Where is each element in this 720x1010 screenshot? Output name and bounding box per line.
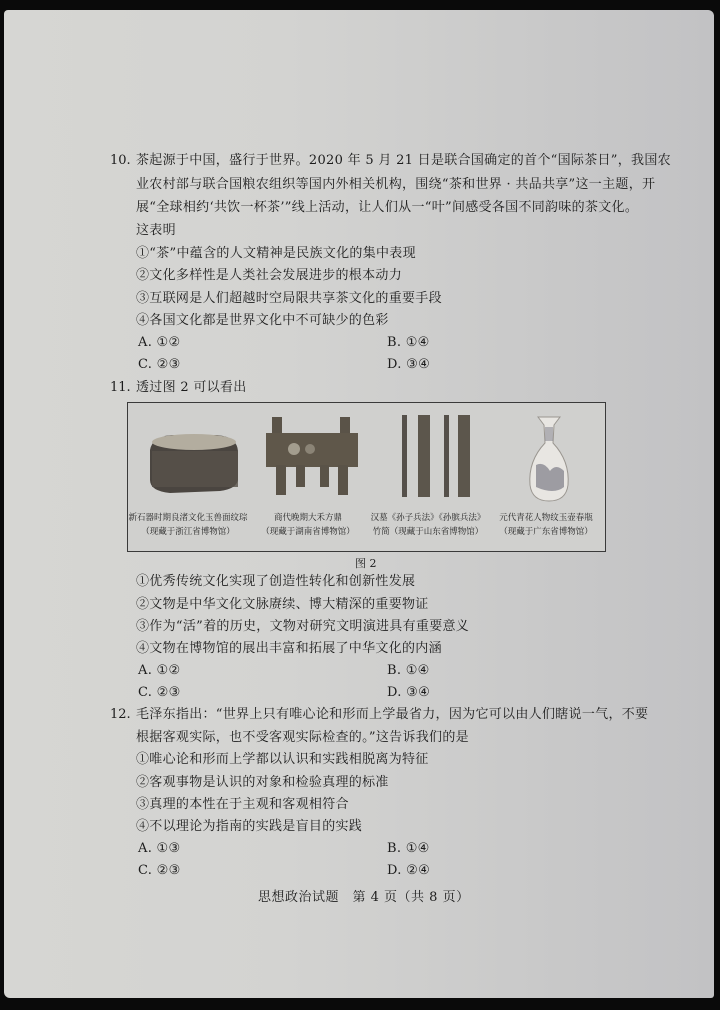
figure-caption: （现藏于浙江省博物馆） [141, 527, 235, 537]
statement: ②文化多样性是人类社会发展进步的根本动力 [136, 268, 403, 283]
porcelain-vase-image [524, 415, 574, 505]
question-number: 12. [110, 707, 131, 722]
option-d[interactable]: D. ②④ [387, 863, 431, 878]
bronze-ding-image [262, 415, 362, 500]
statement: ①唯心论和形而上学都以认识和实践相脱离为特征 [136, 752, 429, 767]
option-c[interactable]: C. ②③ [138, 357, 181, 372]
option-b[interactable]: B. ①④ [387, 841, 430, 856]
bamboo-slips-image [396, 415, 486, 500]
stem-line: 透过图 2 可以看出 [136, 380, 247, 395]
statement: ③真理的本性在于主观和客观相符合 [136, 797, 349, 812]
statement: ④各国文化都是世界文化中不可缺少的色彩 [136, 313, 389, 328]
question-number: 10. [110, 153, 131, 168]
figure-item [128, 403, 248, 551]
question-number: 11. [110, 380, 131, 395]
figure-caption: 元代青花人物纹玉壶春瓶 [499, 513, 593, 523]
page-footer: 思想政治试题 第 4 页（共 8 页） [258, 890, 470, 905]
statement: ④不以理论为指南的实践是盲目的实践 [136, 819, 363, 834]
statement: ③作为“活”着的历史，文物对研究文明演进具有重要意义 [136, 619, 470, 634]
option-d[interactable]: D. ③④ [387, 357, 431, 372]
stem-line: 毛泽东指出：“世界上只有唯心论和形而上学最省力，因为它可以由人们瞎说一气，不要 [136, 707, 649, 722]
figure-item [248, 403, 368, 551]
figure-label: 图 2 [355, 557, 377, 570]
option-a[interactable]: A. ①② [138, 663, 181, 678]
statement: ②文物是中华文化文脉赓续、博大精深的重要物证 [136, 597, 429, 612]
stem-line: 展“全球相约‘共饮一杯茶’”线上活动，让人们从一“叶”间感受各国不同韵味的茶文化。 [136, 200, 639, 215]
jade-cong-image [142, 425, 242, 495]
option-a[interactable]: A. ①③ [138, 841, 181, 856]
figure-caption: （现藏于湖南省博物馆） [261, 527, 355, 537]
statement: ②客观事物是认识的对象和检验真理的标准 [136, 775, 389, 790]
statement: ①优秀传统文化实现了创造性转化和创新性发展 [136, 574, 416, 589]
stem-line: 业农村部与联合国粮农组织等国内外相关机构，围绕“茶和世界 · 共品共享”这一主题，开 [136, 177, 656, 192]
option-b[interactable]: B. ①④ [387, 335, 430, 350]
figure-item [368, 403, 488, 551]
statement: ④文物在博物馆的展出丰富和拓展了中华文化的内涵 [136, 641, 442, 656]
statement: ③互联网是人们超越时空局限共享茶文化的重要手段 [136, 291, 442, 306]
figure-2 [127, 402, 606, 552]
figure-caption: 商代晚期大禾方鼎 [273, 513, 342, 523]
option-c[interactable]: C. ②③ [138, 685, 181, 700]
figure-caption: （现藏于广东省博物馆） [499, 527, 593, 537]
stem-line: 这表明 [136, 223, 176, 238]
figure-caption: 竹简（现藏于山东省博物馆） [372, 527, 484, 537]
option-b[interactable]: B. ①④ [387, 663, 430, 678]
option-c[interactable]: C. ②③ [138, 863, 181, 878]
statement: ①“茶”中蕴含的人文精神是民族文化的集中表现 [136, 246, 416, 261]
figure-item [488, 403, 605, 551]
figure-caption: 汉墓《孙子兵法》《孙膑兵法》 [370, 513, 486, 523]
option-d[interactable]: D. ③④ [387, 685, 431, 700]
option-a[interactable]: A. ①② [138, 335, 181, 350]
stem-line: 茶起源于中国，盛行于世界。2020 年 5 月 21 日是联合国确定的首个“国际茶日”，我国农 [136, 153, 671, 168]
figure-caption: 新石器时期良渚文化玉兽面纹琮 [128, 513, 248, 523]
stem-line: 根据客观实际，也不受客观实际检查的。”这告诉我们的是 [136, 730, 469, 745]
